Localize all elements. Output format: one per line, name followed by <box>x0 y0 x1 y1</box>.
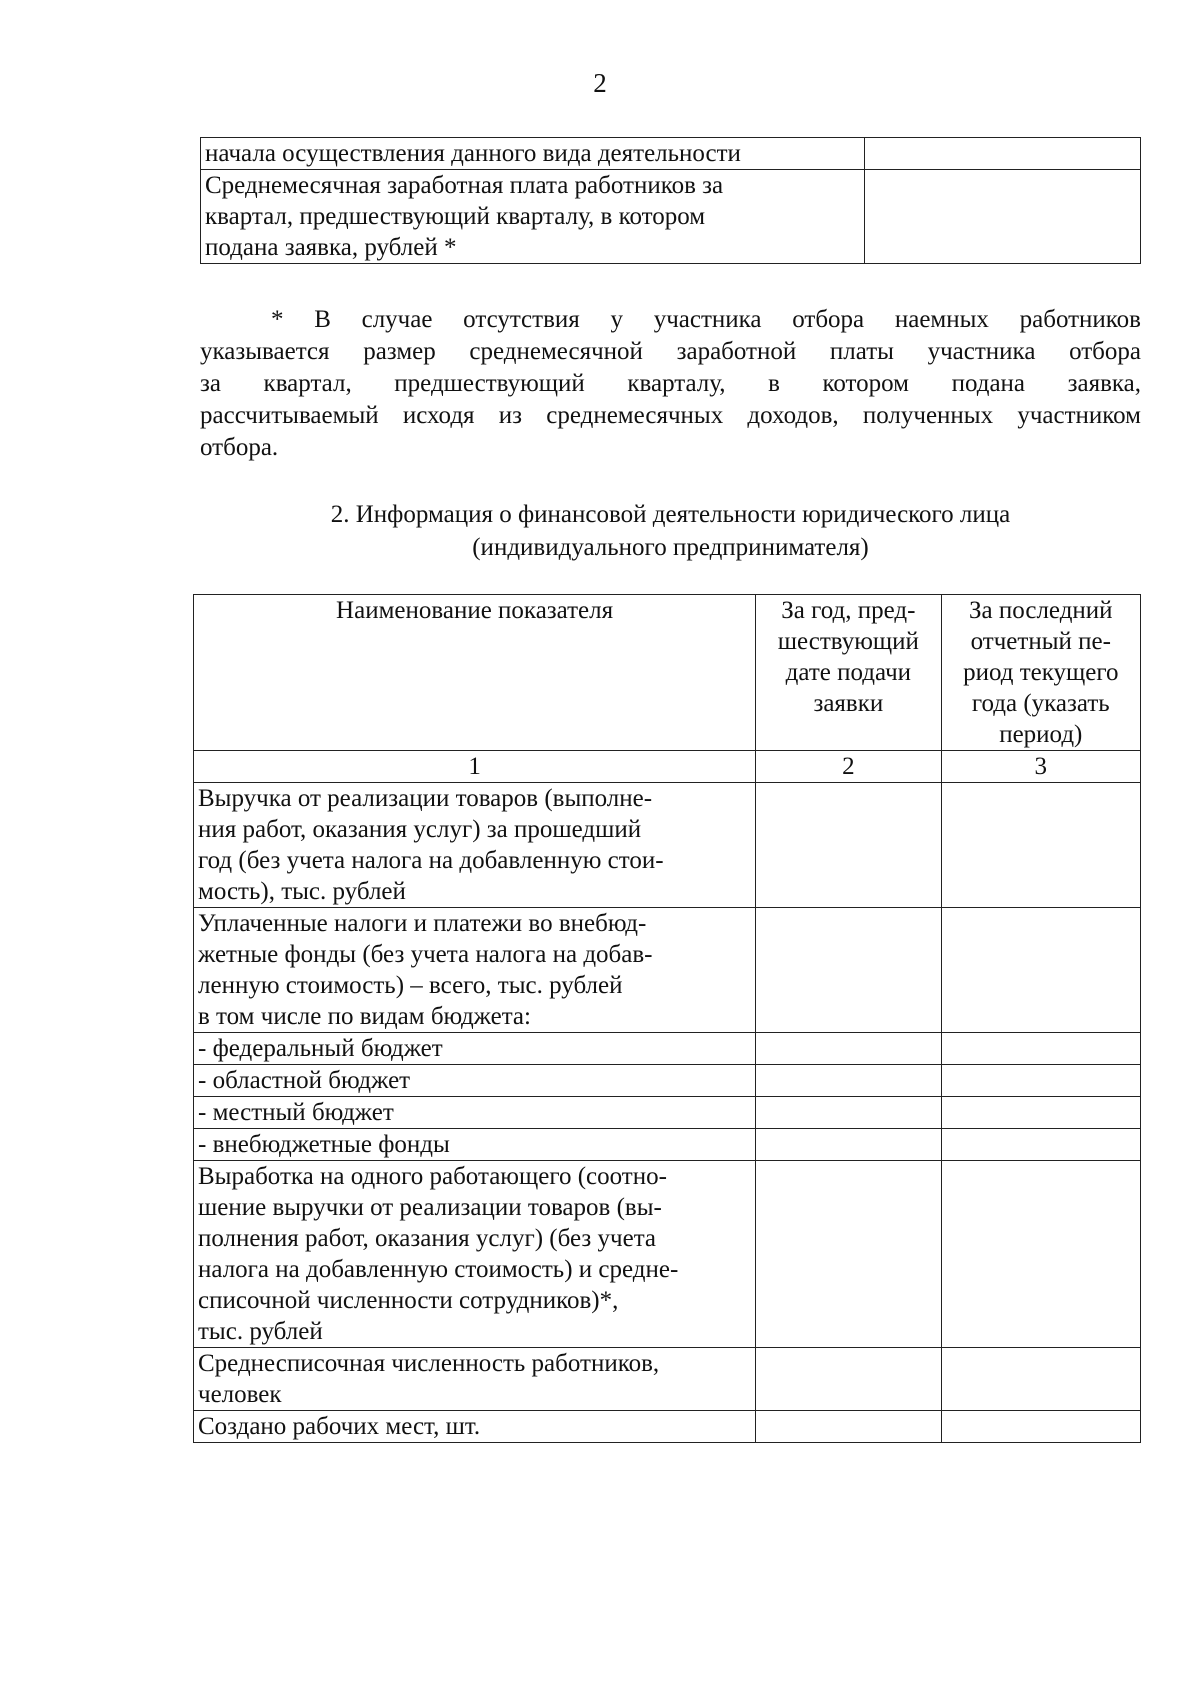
value-cell[interactable] <box>941 1097 1140 1129</box>
value-cell[interactable] <box>756 1065 941 1097</box>
value-cell[interactable] <box>756 1097 941 1129</box>
value-cell[interactable] <box>756 1161 941 1348</box>
value-cell[interactable] <box>756 908 941 1033</box>
table-row <box>194 1161 1141 1348</box>
footnote-line: * В случае отсутствия у участника отбора наемных работников <box>271 306 1141 333</box>
value-cell[interactable] <box>941 783 1140 908</box>
indicator-label: - внебюджетные фонды <box>194 1129 756 1161</box>
value-cell[interactable] <box>756 1411 941 1443</box>
header-previous-year: За год, пред- шествующий дате подачи заявки <box>756 595 941 751</box>
value-cell[interactable] <box>941 1411 1140 1443</box>
value-cell[interactable] <box>756 1348 941 1411</box>
indicator-label: Выручка от реализации товаров (выполне- ния работ, оказания услуг) за прошедший год (без учета налога на добавленную стои- мость), тыс. рублей <box>194 783 756 908</box>
value-cell[interactable] <box>756 1129 941 1161</box>
column-number: 2 <box>756 751 941 783</box>
value-cell[interactable] <box>941 1129 1140 1161</box>
table-row <box>194 1065 1141 1097</box>
footnote-line: за квартал, предшествующий кварталу, в котором подана заявка, <box>200 370 1141 397</box>
footnote-line: рассчитываемый исходя из среднемесячных доходов, полученных участником <box>200 402 1141 429</box>
table-header-row <box>194 595 1141 751</box>
section-title <box>200 498 1141 564</box>
table-cell-label: Среднемесячная заработная плата работников за квартал, предшествующий кварталу, в котором подана заявка, рублей * <box>201 170 865 264</box>
table-row <box>194 1129 1141 1161</box>
page-number: 2 <box>593 68 607 98</box>
indicator-label: - федеральный бюджет <box>194 1033 756 1065</box>
table-row <box>201 138 1141 170</box>
table-activity-start <box>200 137 1141 264</box>
column-number-row <box>194 751 1141 783</box>
value-cell[interactable] <box>941 1065 1140 1097</box>
column-number: 1 <box>194 751 756 783</box>
footnote-line: указывается размер среднемесячной заработной платы участника отбора <box>200 338 1141 365</box>
table-row <box>194 1097 1141 1129</box>
table-row <box>201 170 1141 264</box>
indicator-label: Выработка на одного работающего (соотно- шение выручки от реализации товаров (вы- полнения работ, оказания услуг) (без учета налога на добавленную стоимость) и средне- списочной численности сотрудников)*, тыс. рублей <box>194 1161 756 1348</box>
section-title-line: 2. Информация о финансовой деятельности юридического лица <box>330 501 1011 528</box>
value-cell[interactable] <box>756 1033 941 1065</box>
indicator-label: Создано рабочих мест, шт. <box>194 1411 756 1443</box>
value-cell[interactable] <box>756 783 941 908</box>
indicator-label: Среднесписочная численность работников, человек <box>194 1348 756 1411</box>
indicator-label: - местный бюджет <box>194 1097 756 1129</box>
table-financial-activity <box>193 594 1141 1443</box>
table-row <box>194 783 1141 908</box>
value-cell[interactable] <box>941 1348 1140 1411</box>
indicator-label: - областной бюджет <box>194 1065 756 1097</box>
footnote-line: отбора. <box>200 434 279 461</box>
value-cell[interactable] <box>941 1033 1140 1065</box>
indicator-label: Уплаченные налоги и платежи во внебюд- жетные фонды (без учета налога на добав- ленную стоимость) – всего, тыс. рублей в том числе по видам бюджета: <box>194 908 756 1033</box>
table-row <box>194 908 1141 1033</box>
table-row <box>194 1348 1141 1411</box>
table-cell-label: начала осуществления данного вида деятельности <box>201 138 865 170</box>
table-row <box>194 1033 1141 1065</box>
header-last-period: За последний отчетный пе- риод текущего года (указать период) <box>941 595 1140 751</box>
header-indicator-name: Наименование показателя <box>194 595 756 751</box>
table-cell-value[interactable] <box>864 138 1140 170</box>
table-cell-value[interactable] <box>864 170 1140 264</box>
value-cell[interactable] <box>941 1161 1140 1348</box>
section-title-line: (индивидуального предпринимателя) <box>472 534 869 561</box>
table-row <box>194 1411 1141 1443</box>
value-cell[interactable] <box>941 908 1140 1033</box>
column-number: 3 <box>941 751 1140 783</box>
footnote <box>200 304 1141 464</box>
